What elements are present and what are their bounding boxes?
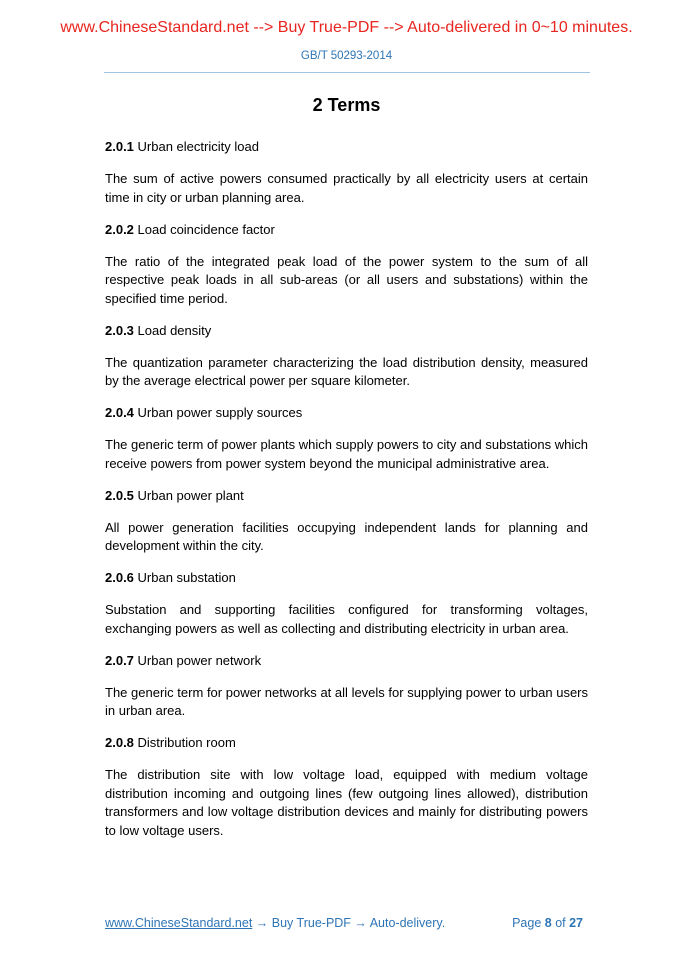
term-heading: [105, 138, 588, 157]
footer-site-link[interactable]: www.ChineseStandard.net: [105, 916, 253, 930]
term-definition: The distribution site with low voltage load, equipped with medium voltage distribution incoming and outgoing lines (few outgoing lines allowed), distribution transformers and low voltage distribution devices and mainly for distributing powers to low voltage users.: [105, 767, 588, 838]
terms-list: [105, 138, 588, 854]
term-heading: [105, 322, 588, 341]
term-name: Load coincidence factor: [133, 221, 275, 237]
top-banner[interactable]: www.ChineseStandard.net --> Buy True-PDF --> Auto-delivered in 0~10 minutes.: [60, 19, 633, 36]
section-title: 2 Terms: [312, 95, 381, 115]
term-number: 2.0.5: [105, 487, 134, 503]
term-definition: The quantization parameter characterizing the load distribution density, measured by the average electrical power per square kilometer.: [105, 354, 588, 388]
term-name: Urban power supply sources: [133, 405, 303, 420]
term-number: 2.0.1: [105, 139, 134, 154]
term-number: 2.0.7: [105, 652, 134, 668]
header-divider: [104, 72, 590, 73]
footer-promo-text: → Buy True-PDF → Auto-delivery.: [252, 916, 446, 930]
term-name: Load density: [133, 322, 212, 338]
term-heading: [105, 221, 588, 240]
term-heading: [105, 734, 588, 753]
term-heading: [105, 487, 588, 506]
term-heading: [105, 652, 588, 671]
term-number: 2.0.6: [105, 570, 134, 585]
term-name: Urban power network: [133, 652, 262, 668]
page-number: [512, 916, 583, 930]
footer-promo: [105, 916, 445, 930]
term-name: Urban power plant: [133, 487, 244, 503]
term-definition: The ratio of the integrated peak load of the power system to the sum of all respective peak loads in all sub-areas (or all users and substations) within the specified time period.: [105, 253, 588, 306]
term-definition: The generic term for power networks at all levels for supplying power to urban users in urban area.: [105, 684, 588, 718]
term-number: 2.0.8: [105, 735, 134, 750]
term-definition: Substation and supporting facilities configured for transforming voltages, exchanging powers as well as collecting and distributing electricity in urban area.: [105, 602, 588, 636]
term-name: Urban substation: [133, 570, 236, 585]
term-definition: The generic term of power plants which supply powers to city and substations which receive powers from power system beyond the municipal administrative area.: [105, 437, 588, 471]
term-name: Urban electricity load: [133, 139, 259, 154]
term-heading: [105, 404, 588, 423]
term-number: 2.0.4: [105, 405, 134, 420]
term-name: Distribution room: [133, 735, 236, 750]
term-number: 2.0.3: [105, 322, 134, 338]
page-of: of: [551, 916, 570, 930]
page-label: Page: [512, 916, 545, 930]
page-current: 8: [544, 916, 552, 930]
term-definition: The sum of active powers consumed practically by all electricity users at certain time in city or urban planning area.: [105, 171, 588, 205]
page-total: 27: [569, 916, 583, 930]
term-heading: [105, 569, 588, 588]
term-number: 2.0.2: [105, 221, 134, 237]
document-code: GB/T 50293-2014: [300, 50, 393, 62]
term-definition: All power generation facilities occupying independent lands for planning and development within the city.: [105, 519, 588, 553]
